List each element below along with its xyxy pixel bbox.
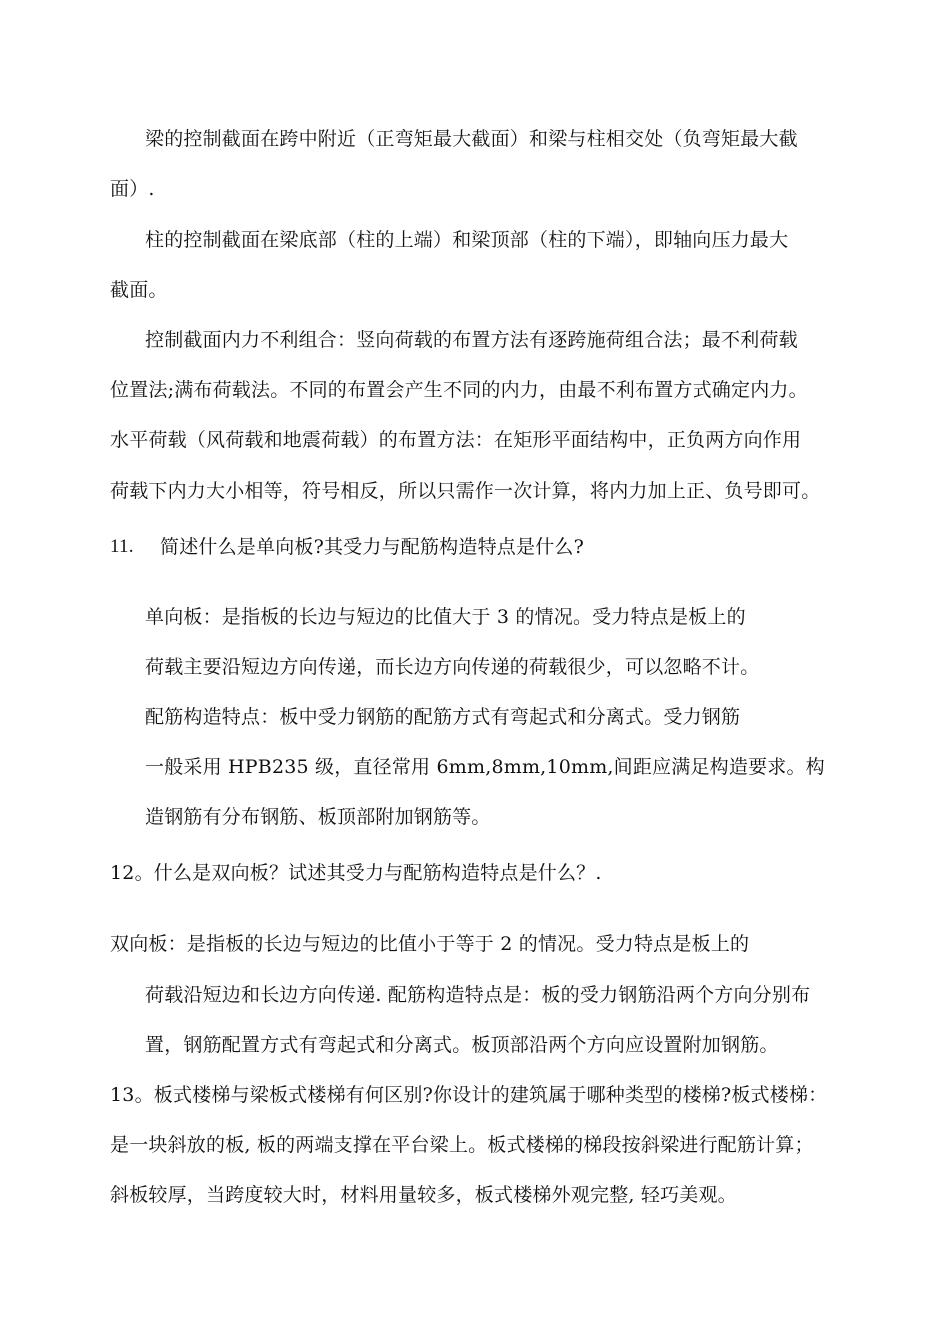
paragraph-horizontal-load-line2: 荷载下内力大小相等，符号相反，所以只需作一次计算，将内力加上正、负号即可。 bbox=[110, 480, 821, 502]
paragraph-horizontal-load-line1: 水平荷载（风荷载和地震荷载）的布置方法：在矩形平面结构中，正负两方向作用 bbox=[110, 429, 802, 451]
question-12-heading: 12。什么是双向板？试述其受力与配筋构造特点是什么？. bbox=[110, 862, 602, 884]
answer-11-line2: 荷载主要沿短边方向传递，而长边方向传递的荷载很少，可以忽略不计。 bbox=[145, 656, 760, 678]
question-13-line2: 是一块斜放的板, 板的两端支撑在平台梁上。板式楼梯的梯段按斜梁进行配筋计算； bbox=[110, 1134, 814, 1156]
question-11-number: 11. bbox=[110, 536, 134, 557]
question-13-line3: 斜板较厚，当跨度较大时，材料用量较多，板式楼梯外观完整, 轻巧美观。 bbox=[110, 1184, 737, 1206]
answer-11-line1: 单向板：是指板的长边与短边的比值大于 3 的情况。受力特点是板上的 bbox=[145, 606, 746, 628]
question-11-heading: 简述什么是单向板?其受力与配筋构造特点是什么? bbox=[160, 536, 584, 558]
paragraph-load-combination-line1: 控制截面内力不利组合：竖向荷载的布置方法有逐跨施荷组合法；最不利荷载 bbox=[145, 329, 798, 351]
answer-11-line5: 造钢筋有分布钢筋、板顶部附加钢筋等。 bbox=[145, 806, 491, 828]
answer-12-line3: 置，钢筋配置方式有弯起式和分离式。板顶部沿两个方向应设置附加钢筋。 bbox=[145, 1034, 779, 1056]
answer-12-line2: 荷载沿短边和长边方向传递. 配筋构造特点是：板的受力钢筋沿两个方向分别布 bbox=[145, 984, 811, 1006]
answer-12-line1: 双向板：是指板的长边与短边的比值小于等于 2 的情况。受力特点是板上的 bbox=[110, 933, 750, 955]
paragraph-column-control-line2: 截面。 bbox=[110, 279, 168, 301]
paragraph-beam-control-line2: 面）. bbox=[110, 178, 155, 200]
paragraph-column-control-line1: 柱的控制截面在梁底部（柱的上端）和梁顶部（柱的下端），即轴向压力最大 bbox=[145, 229, 789, 251]
answer-11-line4: 一般采用 HPB235 级，直径常用 6mm,8mm,10mm,间距应满足构造要求。构 bbox=[145, 756, 825, 778]
paragraph-beam-control-line1: 梁的控制截面在跨中附近（正弯矩最大截面）和梁与柱相交处（负弯矩最大截 bbox=[145, 128, 798, 150]
question-13-line1: 13。板式楼梯与梁板式楼梯有何区别?你设计的建筑属于哪种类型的楼梯?板式楼梯： bbox=[110, 1084, 828, 1106]
paragraph-load-combination-line2: 位置法;满布荷载法。不同的布置会产生不同的内力，由最不利布置方式确定内力。 bbox=[110, 379, 808, 401]
answer-11-line3: 配筋构造特点：板中受力钢筋的配筋方式有弯起式和分离式。受力钢筋 bbox=[145, 706, 741, 728]
